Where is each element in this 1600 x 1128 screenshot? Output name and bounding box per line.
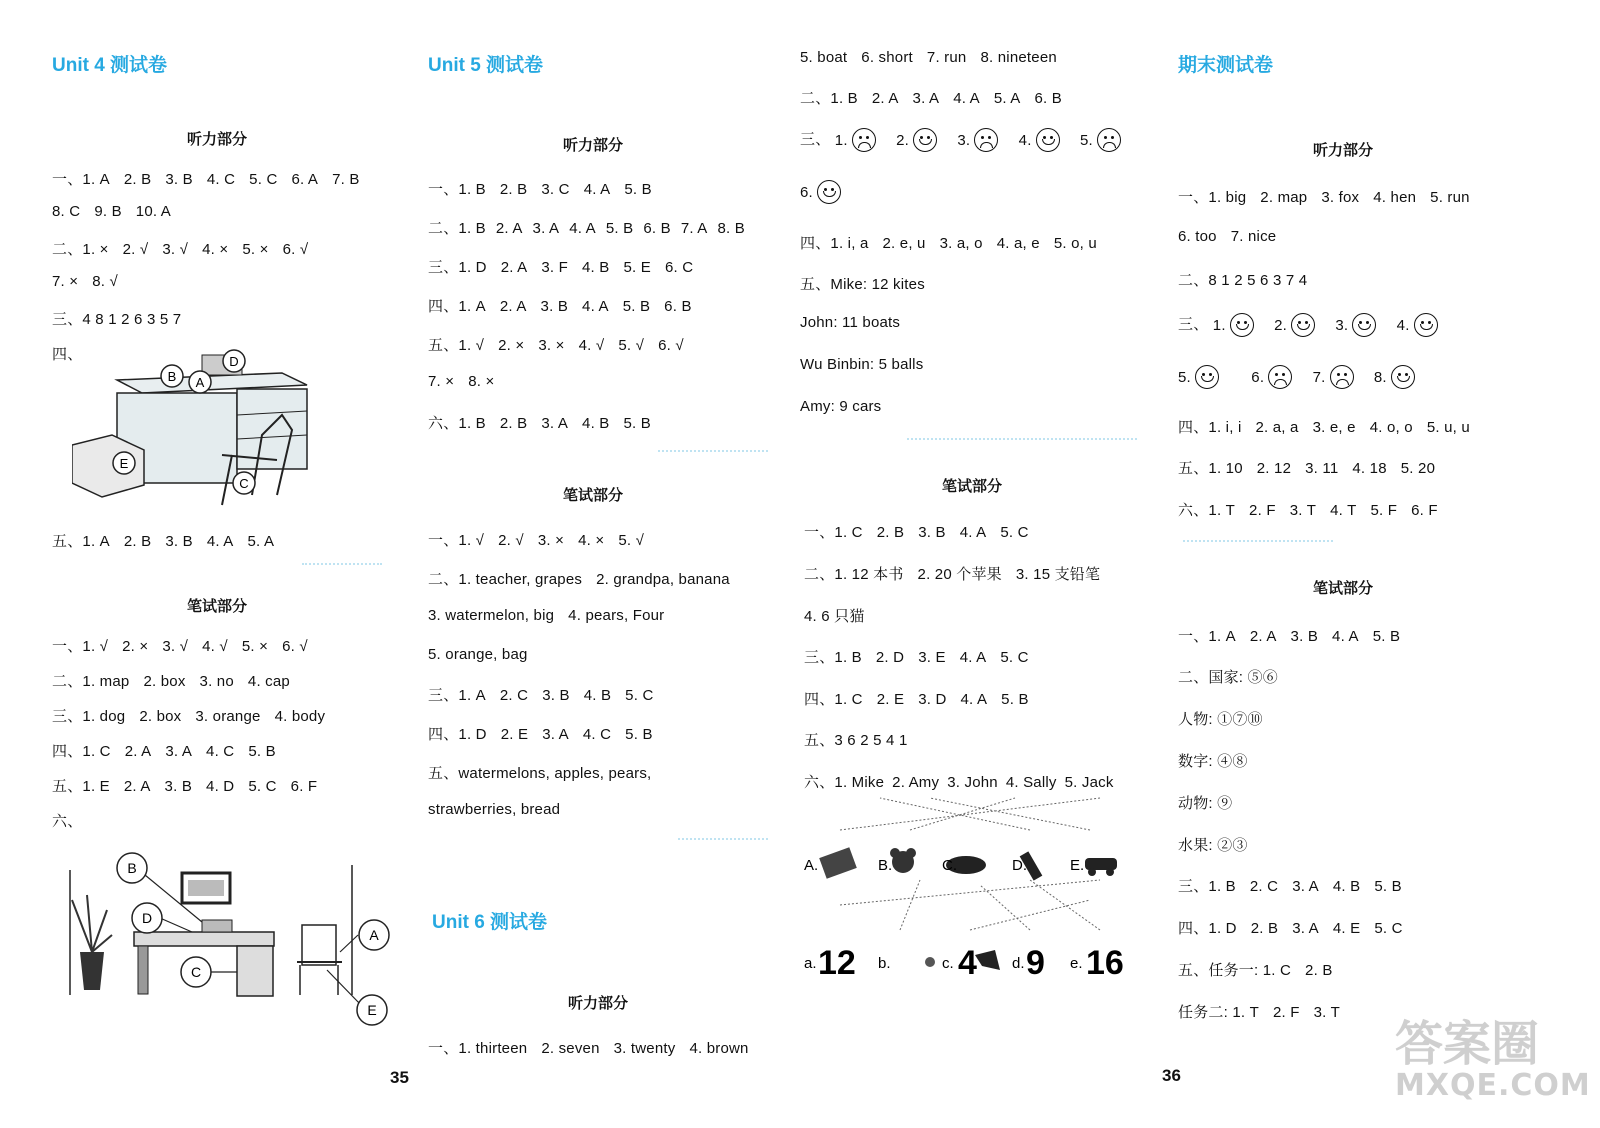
svg-text:D: D [141, 910, 153, 926]
svg-text:E: E [367, 1002, 377, 1018]
final-w7: 三、1. B 2. C 3. A 4. B 5. B [1178, 878, 1402, 895]
unit5-l6: 7. × 8. × [428, 373, 495, 390]
unit6-listening-heading: 听力部分 [567, 995, 628, 1012]
match-number-12: 12 [818, 944, 856, 982]
unit4-l5: 三、4 8 1 2 6 3 5 7 [52, 311, 182, 328]
divider [302, 563, 382, 565]
final-listening-heading: 听力部分 [1312, 142, 1373, 159]
match-top-c: C. [942, 857, 957, 874]
match-top-b: B. [878, 857, 893, 874]
desk-label-d [223, 350, 245, 372]
happy-face-icon [817, 180, 841, 204]
final-w4: 数字: ④⑧ [1178, 753, 1248, 770]
happy-face-icon [1391, 365, 1415, 389]
sad-face-icon [974, 128, 998, 152]
unit6-w6: 五、3 6 2 5 4 1 [804, 732, 908, 749]
final-l3: 二、8 1 2 5 6 3 7 4 [1178, 272, 1308, 289]
match-number-16: 16 [1086, 944, 1124, 982]
unit6-title: Unit 6 测试卷 [432, 912, 548, 933]
unit5-l7: 六、1. B 2. B 3. A 4. B 5. B [428, 415, 651, 432]
unit6-l7: Wu Binbin: 5 balls [800, 356, 924, 373]
room-labels [52, 840, 397, 1030]
sad-face-icon [1330, 365, 1354, 389]
sad-face-icon [1097, 128, 1121, 152]
unit5-l3: 三、1. D 2. A 3. F 4. B 5. E 6. C [428, 259, 694, 276]
unit5-w1: 一、1. √ 2. √ 3. × 4. × 5. √ [428, 532, 645, 549]
final-l2: 6. too 7. nice [1178, 228, 1277, 245]
unit4-w3: 三、1. dog 2. box 3. orange 4. body [52, 708, 326, 725]
unit5-listening-heading: 听力部分 [562, 137, 623, 154]
unit6-l4: 四、1. i, a 2. e, u 3. a, o 4. a, e 5. o, u [800, 235, 1097, 252]
final-w9: 五、任务一: 1. C 2. B [1178, 962, 1333, 979]
match-top-e: E. [1070, 857, 1085, 874]
unit5-w3: 3. watermelon, big 4. pears, Four [428, 607, 665, 624]
unit5-w8: strawberries, bread [428, 801, 561, 818]
unit6-l8: Amy: 9 cars [800, 398, 882, 415]
svg-text:C: C [239, 476, 249, 491]
happy-face-icon [913, 128, 937, 152]
svg-text:B: B [127, 860, 137, 876]
unit5-title: Unit 5 测试卷 [428, 55, 544, 76]
svg-text:A: A [369, 927, 379, 943]
unit6-w4: 三、1. B 2. D 3. E 4. A 5. C [804, 649, 1029, 666]
unit4-l3: 二、1. × 2. √ 3. √ 4. × 5. × 6. √ [52, 241, 309, 258]
unit4-w2: 二、1. map 2. box 3. no 4. cap [52, 673, 290, 690]
unit4-w1: 一、1. √ 2. × 3. √ 4. √ 5. × 6. √ [52, 638, 308, 655]
final-l6: 五、1. 10 2. 12 3. 11 4. 18 5. 20 [1178, 460, 1436, 477]
final-w2: 二、国家: ⑤⑥ [1178, 669, 1278, 686]
unit6-w1: 一、1. C 2. B 3. B 4. A 5. C [804, 524, 1029, 541]
page-number-right: 36 [1162, 1066, 1181, 1085]
unit4-l4: 7. × 8. √ [52, 273, 118, 290]
final-l4-faces: 三、 1. 2. 3. 4. [1178, 313, 1454, 337]
unit4-l6: 四、 [52, 346, 83, 363]
happy-face-icon [1036, 128, 1060, 152]
unit4-l2: 8. C 9. B 10. A [52, 203, 171, 220]
unit6-w2: 二、1. 12 本书 2. 20 个苹果 3. 15 支铅笔 [804, 566, 1101, 583]
unit5-w5: 三、1. A 2. C 3. B 4. B 5. C [428, 687, 654, 704]
final-w1: 一、1. A 2. A 3. B 4. A 5. B [1178, 628, 1401, 645]
final-w6: 水果: ②③ [1178, 837, 1248, 854]
match-bottom-a: a. [804, 955, 817, 972]
match-top-d: D. [1012, 857, 1027, 874]
match-top-a: A. [804, 857, 819, 874]
unit4-l1: 一、1. A 2. B 3. B 4. C 5. C 6. A 7. B [52, 171, 360, 188]
happy-face-icon [1352, 313, 1376, 337]
final-w10: 任务二: 1. T 2. F 3. T [1178, 1004, 1340, 1021]
unit5-written-heading: 笔试部分 [562, 487, 623, 504]
unit5-w7: 五、watermelons, apples, pears, [428, 765, 652, 782]
room-label-c [181, 957, 211, 987]
unit4-title: Unit 4 测试卷 [52, 55, 168, 76]
desk-label-e [113, 452, 135, 474]
room-label-e [357, 995, 387, 1025]
divider [1183, 540, 1333, 542]
unit4-listening-heading: 听力部分 [186, 131, 247, 148]
match-bottom-c: c. [942, 955, 954, 972]
final-l4-faces-b: 5. 6. 7. 8. [1178, 365, 1431, 389]
match-bottom-b: b. [878, 955, 891, 972]
match-bottom-d: d. [1012, 955, 1025, 972]
unit5-l4: 四、1. A 2. A 3. B 4. A 5. B 6. B [428, 298, 692, 315]
svg-text:D: D [229, 354, 239, 369]
watermark-url: MXQE.COM [1395, 1068, 1591, 1103]
svg-text:B: B [167, 369, 177, 384]
final-l7: 六、1. T 2. F 3. T 4. T 5. F 6. F [1178, 502, 1438, 519]
room-label-a [359, 920, 389, 950]
svg-text:A: A [195, 375, 205, 390]
unit5-w4: 5. orange, bag [428, 646, 528, 663]
unit6-l3-faces: 三、 1. 2. 3. 4. 5. [800, 128, 1137, 152]
sad-face-icon [852, 128, 876, 152]
unit5-l2: 二、1. B 2. A 3. A 4. A 5. B 6. B 7. A 8. B [428, 220, 745, 237]
happy-face-icon [1230, 313, 1254, 337]
final-w3: 人物: ①⑦⑩ [1178, 711, 1263, 728]
match-bottom-e: e. [1070, 955, 1083, 972]
room-label-d [132, 903, 162, 933]
final-l1: 一、1. big 2. map 3. fox 4. hen 5. run [1178, 189, 1470, 206]
unit5-l1: 一、1. B 2. B 3. C 4. A 5. B [428, 181, 652, 198]
svg-text:C: C [190, 964, 202, 980]
desk-label-b [161, 365, 183, 387]
happy-face-icon [1291, 313, 1315, 337]
final-written-heading: 笔试部分 [1312, 580, 1373, 597]
unit6-w3: 4. 6 只猫 [804, 608, 865, 625]
final-title: 期末测试卷 [1178, 55, 1274, 76]
divider [658, 450, 768, 452]
watermark-logo: 答案圈 [1395, 1016, 1540, 1072]
divider [678, 838, 768, 840]
unit4-w5: 五、1. E 2. A 3. B 4. D 5. C 6. F [52, 778, 318, 795]
sad-face-icon [1268, 365, 1292, 389]
unit4-w6: 六、 [52, 813, 83, 830]
unit6-l1-cont: 5. boat 6. short 7. run 8. nineteen [800, 49, 1057, 66]
happy-face-icon [1414, 313, 1438, 337]
desk-labels [72, 345, 332, 515]
unit6-written-heading: 笔试部分 [941, 478, 1002, 495]
unit6-l6: John: 11 boats [800, 314, 901, 331]
happy-face-icon [1195, 365, 1219, 389]
unit6-l1: 一、1. thirteen 2. seven 3. twenty 4. brown [428, 1040, 749, 1057]
final-w8: 四、1. D 2. B 3. A 4. E 5. C [1178, 920, 1403, 937]
match-number-9: 9 [1026, 944, 1045, 982]
room-label-b [117, 853, 147, 883]
unit4-l7: 五、1. A 2. B 3. B 4. A 5. A [52, 533, 275, 550]
final-w5: 动物: ⑨ [1178, 795, 1233, 812]
unit6-l5: 五、Mike: 12 kites [800, 276, 925, 293]
matching-labels [800, 790, 1145, 985]
unit5-w2: 二、1. teacher, grapes 2. grandpa, banana [428, 571, 730, 588]
desk-label-a [189, 371, 211, 393]
unit5-l5: 五、1. √ 2. × 3. × 4. √ 5. √ 6. √ [428, 337, 684, 354]
unit5-w6: 四、1. D 2. E 3. A 4. C 5. B [428, 726, 653, 743]
unit6-l2: 二、1. B 2. A 3. A 4. A 5. A 6. B [800, 90, 1062, 107]
unit4-w4: 四、1. C 2. A 3. A 4. C 5. B [52, 743, 276, 760]
page-number-left: 35 [390, 1068, 409, 1087]
final-l5: 四、1. i, i 2. a, a 3. e, e 4. o, o 5. u, u [1178, 419, 1470, 436]
unit6-w5: 四、1. C 2. E 3. D 4. A 5. B [804, 691, 1029, 708]
svg-text:E: E [119, 456, 129, 471]
desk-label-c [233, 472, 255, 494]
match-number-4: 4 [958, 944, 977, 982]
unit4-written-heading: 笔试部分 [186, 598, 247, 615]
unit6-l3-faces-b: 6. [800, 180, 857, 204]
divider [907, 438, 1137, 440]
unit6-w7: 六、1. Mike 2. Amy 3. John 4. Sally 5. Jack [804, 774, 1114, 791]
